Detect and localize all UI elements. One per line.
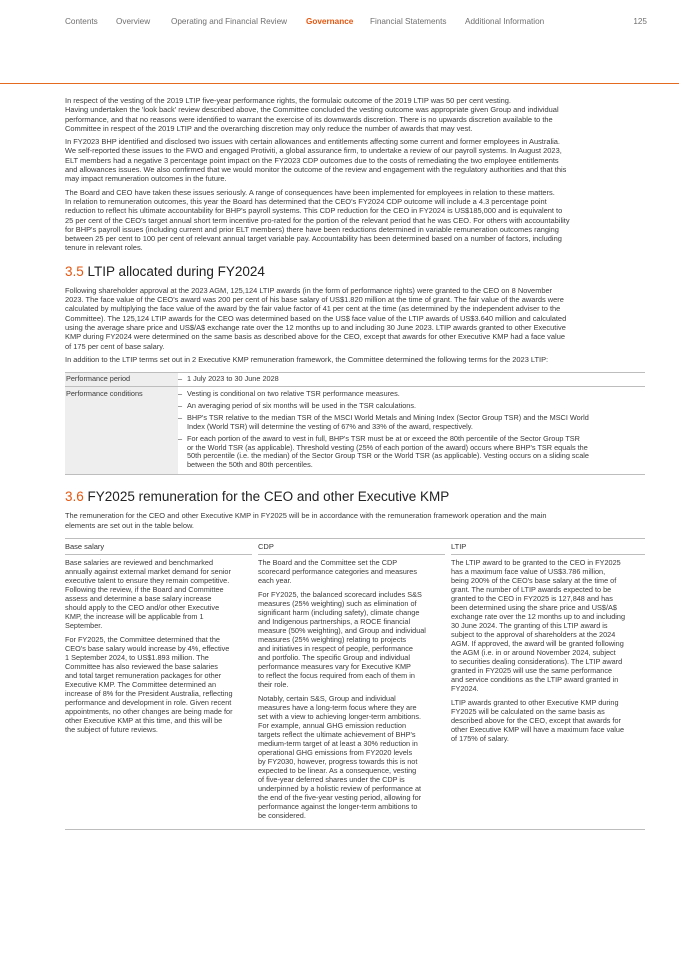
text-line: Index (World TSR) will determine the vesting of 67% and 33% of the award, respectively. [187, 421, 473, 431]
text-line: of 175% of salary. [451, 733, 509, 743]
intro-paragraph [65, 188, 645, 253]
text-line: In addition to the LTIP terms set out in 2 Executive KMP remuneration framework, the Committee determined the following terms for the 2023 LTIP: [65, 354, 549, 364]
text-line: 2023. The face value of the CEO's award was 200 per cent of his base salary of US$1.820 million at the time of grant. The fair value of the awards were [65, 295, 564, 305]
cdp-column [258, 539, 451, 829]
column-paragraph [258, 694, 445, 820]
nav-governance[interactable]: Governance [306, 17, 354, 26]
text-line: increase of 8% for the President Australia, reflecting [65, 688, 233, 698]
section-title: FY2025 remuneration for the CEO and other Executive KMP [87, 489, 450, 505]
text-line: the end of the five-year vesting period, allowing for [258, 792, 422, 802]
text-line: between 25 per cent to 100 per cent of relevant annual target variable pay. Accountability has been determined based on a number of factors, including [65, 234, 562, 244]
text-line: For each portion of the award to vest in full, BHP's TSR must be at or exceed the 80th percentile of the Sector Group TSR [187, 433, 580, 443]
intro-section [65, 96, 645, 253]
text-line: Following shareholder approval at the 2023 AGM, 125,124 LTIP awards (in the form of performance rights) were granted to the CEO on 8 November [65, 285, 553, 295]
text-line: performance measures vary for Executive KMP [258, 661, 411, 671]
header-divider [0, 83, 679, 84]
text-line: assess and determine a base salary increase [65, 593, 212, 603]
text-line: expected to be linear. As a consequence, vesting [258, 765, 417, 775]
table-row [65, 373, 645, 387]
text-line: The remuneration for the CEO and other Executive KMP in FY2025 will be in accordance with the remuneration framework operation and the main [65, 511, 547, 521]
text-line: In relation to remuneration outcomes, this year the Board has determined that the CEO's FY2024 CDP outcome will include a 4.3 percentage point [65, 196, 547, 206]
text-line: performance and development in role. Given recent [65, 697, 232, 707]
text-line: be considered. [258, 810, 306, 820]
list-item-text [187, 414, 645, 432]
main-content [65, 96, 645, 830]
nav-additional-information[interactable]: Additional Information [465, 17, 545, 26]
text-line: of 175 per cent of base salary. [65, 341, 165, 351]
column-paragraph [451, 558, 645, 693]
text-line: For example, annual GHG emission reduction [258, 720, 407, 730]
text-line: and total target remuneration packages for other [65, 670, 222, 680]
text-line: appointments, no other changes are being made for [65, 706, 233, 716]
text-line: FY2024. [451, 683, 479, 693]
text-line: ELT members had a negative 3 percentage point impact on the FY2023 CDP outcomes due to the costs of remediating the two employee entitlements [65, 155, 559, 165]
text-line: other Executive KMP will have a maximum face value [451, 724, 625, 734]
performance-period-label: Performance period [65, 373, 178, 387]
text-line: An averaging period of six months will be used in the TSR calculations. [187, 400, 417, 410]
text-line: and initiatives in respect of people, performance [258, 643, 413, 653]
text-line: other Executive KMP at this time, and this will be [65, 715, 223, 725]
column-paragraph [258, 590, 445, 689]
text-line: For FY2025, the balanced scorecard includes S&S [258, 589, 422, 599]
text-line: and Indigenous partnerships, a ROCE financial [258, 616, 411, 626]
text-line: measures (25% weighting) relating to projects [258, 634, 407, 644]
ltip-terms-table [65, 372, 645, 475]
section-heading-3-6 [65, 489, 645, 505]
text-line: In FY2023 BHP identified and disclosed two issues with certain allowances and entitlements affecting some current and former employees in Australia. [65, 137, 560, 147]
performance-conditions-label: Performance conditions [65, 387, 178, 475]
text-line: and portfolio. The specific Group and individual [258, 652, 410, 662]
text-line: medium-term target of at least a 30% reduction in [258, 738, 418, 748]
text-line: Base salaries are reviewed and benchmarked [65, 557, 214, 567]
text-line: measure (50% weighting), and Group and individual [258, 625, 426, 635]
intro-paragraph [65, 137, 645, 183]
text-line: the AGM (i.e. in or around November 2024, subject [451, 647, 616, 657]
dash-marker: – [178, 374, 183, 384]
text-line: to securities dealing considerations). The LTIP award [451, 656, 623, 666]
text-line: for BHP's payroll issues (including current and prior ELT members) there have been reductions determined in variable remuneration outcomes ranging [65, 224, 559, 234]
text-line: their role. [258, 679, 289, 689]
nav-overview[interactable]: Overview [116, 17, 151, 26]
text-line: using the average share price and US$/A$ exchange rate over the 12 months up to and including 30 June 2023. LTIP awards granted to other Executive [65, 322, 566, 332]
text-line: FY2025 will be calculated on the same basis as [451, 706, 605, 716]
text-line: underpinned by a holistic review of performance at [258, 783, 422, 793]
text-line: scorecard performance categories and measures [258, 566, 417, 576]
text-line: of five-year deferred shares under the CDP is [258, 774, 405, 784]
section-number: 3.6 [65, 489, 84, 505]
list-item [178, 435, 645, 471]
dash-marker: – [178, 433, 183, 443]
text-line: The Board and the Committee set the CDP [258, 557, 398, 567]
text-line: granted in FY2025 will use the same performance [451, 665, 613, 675]
text-line: targets reflect the ultimate achievement of BHP's [258, 729, 416, 739]
dash-marker: – [178, 412, 183, 422]
section-paragraph [65, 355, 645, 364]
intro-paragraph [65, 96, 645, 133]
list-item [178, 402, 645, 411]
nav-financial-statements[interactable]: Financial Statements [370, 17, 447, 26]
text-line: between the 50th and 80th percentiles. [187, 460, 313, 470]
list-item-text [187, 402, 645, 411]
text-line: tenure in relevant roles. [65, 243, 143, 253]
text-line: KMP, the increase will be applicable from 1 [65, 611, 204, 621]
text-line: AGM. If approved, the award will be granted following [451, 638, 624, 648]
text-line: BHP's TSR relative to the median TSR of the MSCI World Metals and Mining Index (Sector Group TSR) and the MSCI World [187, 412, 589, 422]
text-line: to reflect the focus required from each of them in [258, 670, 415, 680]
text-line: In respect of the vesting of the 2019 LTIP five-year performance rights, the formulaic outcome of the 2019 LTIP was 50 per cent vesting. [65, 96, 511, 105]
text-line: calculated by multiplying the face value of the award by the fair value factor of 41 per cent at the time (as determined by the independent adviser to the [65, 304, 561, 314]
text-line: Committee has also reviewed the base salaries [65, 661, 218, 671]
fy2025-remuneration-table [65, 538, 645, 830]
performance-period-value [178, 373, 645, 387]
text-line: should apply to the CEO and/or other Executive [65, 602, 220, 612]
text-line: For FY2025, the Committee determined that the [65, 634, 220, 644]
top-navigation [65, 17, 647, 29]
text-line: 50th percentile (i.e. the median) of the Sector Group TSR or the World TSR (as applicable). Vesting occurs on a sliding scale [187, 451, 589, 461]
text-line: being 200% of the CEO's base salary at the time of [451, 575, 617, 585]
dash-marker: – [178, 400, 183, 410]
text-line: Having undertaken the 'look back' review described above, the Committee concluded the vesting outcome was appropriate given Group and individual [65, 105, 559, 115]
text-line: been determined using the share price and US$/A$ [451, 602, 617, 612]
nav-operating-financial-review[interactable]: Operating and Financial Review [171, 17, 288, 26]
text-line: or the World TSR (as applicable). Threshold vesting (25% of each portion of the award) occurs where BHP's TSR equals the [187, 442, 588, 452]
text-line: operational GHG emissions from FY2020 levels [258, 747, 413, 757]
text-line: We self-reported these issues to the FWO and engaged Protiviti, a global assurance firm, to undertake a review of our payroll systems. In August 2023, [65, 146, 562, 156]
text-line: and allowances issues. We also confirmed that we would monitor the outcome of the review and engagement with the regulatory authorities and that this [65, 165, 567, 175]
performance-period-text: 1 July 2023 to 30 June 2028 [187, 374, 279, 384]
column-heading: Base salary [65, 539, 252, 555]
text-line: by FY2030, however, progress towards this is not [258, 756, 418, 766]
performance-conditions-list [178, 387, 645, 475]
text-line: reduction to reflect his ultimate accountability for BHP's payroll systems. This CDP reduction for the CEO in FY2024 is US$185,000 and is equivalent to [65, 206, 563, 216]
text-line: each year. [258, 575, 292, 585]
text-line: The Board and CEO have taken these issues seriously. A range of consequences have been implemented for employees in relation to these matters. [65, 187, 555, 197]
text-line: granted to the CEO in FY2025 is 127,848 and has [451, 593, 613, 603]
column-paragraph [65, 635, 252, 734]
text-line: the subject of future reviews. [65, 724, 158, 734]
text-line: 25 per cent of the CEO's target annual short term incentive pro-rated for the portion of the relevant period that he was CEO. For others with accountability [65, 215, 570, 225]
text-line: Following the review, if the Board and Committee [65, 584, 224, 594]
text-line: and service conditions as the LTIP award granted in [451, 674, 619, 684]
text-line: described above for the CEO, except that awards for [451, 715, 621, 725]
text-line: elements are set out in the table below. [65, 520, 194, 530]
text-line: set with a view to achieving longer-term ambitions. [258, 711, 422, 721]
text-line: has a maximum face value of US$3.786 million, [451, 566, 606, 576]
table-row [65, 387, 645, 475]
list-item [178, 390, 645, 399]
column-heading: LTIP [451, 539, 645, 555]
text-line: CEO's base salary would increase by 4%, effective [65, 643, 230, 653]
text-line: performance against the longer-term ambitions to [258, 801, 418, 811]
list-item-text [187, 435, 645, 471]
dash-marker: – [178, 389, 183, 399]
column-paragraph [65, 558, 252, 630]
text-line: Committee). The 125,124 LTIP awards for the CEO was determined based on the US$ face value of the LTIP awards of US$3.640 million and calculated [65, 313, 567, 323]
ltip-column [451, 539, 645, 829]
text-line: significant harm (including safety), climate change [258, 607, 420, 617]
section-paragraph [65, 286, 645, 351]
column-heading: CDP [258, 539, 445, 555]
list-item-text [187, 390, 645, 399]
text-line: exchange rate over the 12 months up to and including [451, 611, 626, 621]
list-item [178, 414, 645, 432]
nav-contents[interactable]: Contents [65, 17, 98, 26]
section-number: 3.5 [65, 263, 84, 279]
base-salary-column [65, 539, 258, 829]
page-number: 125 [633, 17, 647, 26]
column-paragraph [258, 558, 445, 585]
text-line: may impact remuneration outcomes in the future. [65, 174, 227, 184]
section-paragraph [65, 511, 645, 530]
text-line: measures (25% weighting) such as elimination of [258, 598, 417, 608]
text-line: 1 September 2024, to US$1.893 million. The [65, 652, 209, 662]
column-paragraph [451, 698, 645, 743]
text-line: September. [65, 620, 103, 630]
text-line: Notably, certain S&S, Group and individual [258, 693, 396, 703]
text-line: grant. The number of LTIP awards expected to be [451, 584, 612, 594]
text-line: measures have a long-term focus where they are [258, 702, 417, 712]
text-line: performance, and that no reasons were identified to warrant the exercise of its downwards discretion. There is no upwards discretion available to the [65, 114, 553, 124]
text-line: subject to the approval of shareholders at the 2024 [451, 629, 616, 639]
text-line: Committee in respect of the 2019 LTIP and the overarching discretion may only reduce the number of awards that may vest. [65, 123, 473, 133]
text-line: annually against external market demand for senior [65, 566, 231, 576]
text-line: The LTIP award to be granted to the CEO in FY2025 [451, 557, 621, 567]
text-line: KMP during FY2024 were determined on the same basis as described above for the CEO, except that awards for other Executive KMP had a face value [65, 332, 565, 342]
text-line: 30 June 2024. The granting of this LTIP award is [451, 620, 608, 630]
text-line: Executive KMP. The Committee determined an [65, 679, 217, 689]
text-line: Vesting is conditional on two relative TSR performance measures. [187, 389, 400, 399]
text-line: LTIP awards granted to other Executive KMP during [451, 697, 619, 707]
section-heading-3-5 [65, 264, 645, 280]
text-line: executive talent to ensure they remain competitive. [65, 575, 230, 585]
section-title: LTIP allocated during FY2024 [87, 263, 265, 279]
